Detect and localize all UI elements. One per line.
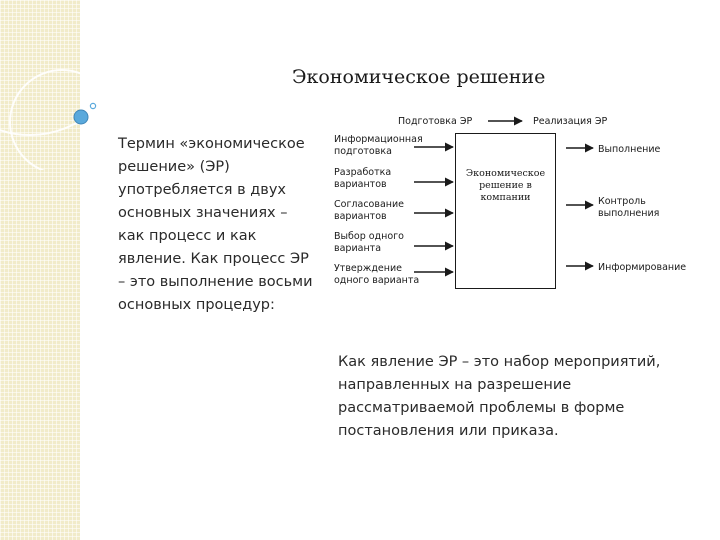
definition-paragraph: Термин «экономическое решение» (ЭР) употребляется в двух основных значениях – как процесс и как явление. Как процесс ЭР – это выполнение восьми основных процедур: xyxy=(118,136,313,313)
stage-label-preparation: Подготовка ЭР xyxy=(398,116,473,127)
input-step-line2: подготовка xyxy=(334,146,392,157)
output-step-line1: Выполнение xyxy=(598,144,661,155)
slide-title: Экономическое решение xyxy=(292,66,546,88)
input-step-line1: Выбор одного xyxy=(334,231,404,242)
input-step-line1: Утверждение xyxy=(334,263,402,274)
input-step-line2: одного варианта xyxy=(334,275,420,286)
input-step-line1: Информационная xyxy=(334,134,423,145)
center-box-line3: компании xyxy=(480,192,531,203)
input-step-line2: вариантов xyxy=(334,179,387,190)
stage-label-realization: Реализация ЭР xyxy=(533,116,608,127)
output-step-line1: Информирование xyxy=(598,262,687,273)
input-step-line2: варианта xyxy=(334,243,382,254)
center-box-line2: решение в xyxy=(479,180,532,191)
center-box-line1: Экономическое xyxy=(465,168,546,179)
phenomenon-paragraph: Как явление ЭР – это набор мероприятий, направленных на разрешение рассматриваемой проблемы в форме постановления или приказа. xyxy=(338,354,661,439)
input-step-line1: Согласование xyxy=(334,199,405,210)
output-step-line2: выполнения xyxy=(598,208,660,219)
output-step-line1: Контроль xyxy=(598,196,646,207)
input-step-line1: Разработка xyxy=(334,167,392,178)
input-step-line2: вариантов xyxy=(334,211,387,222)
